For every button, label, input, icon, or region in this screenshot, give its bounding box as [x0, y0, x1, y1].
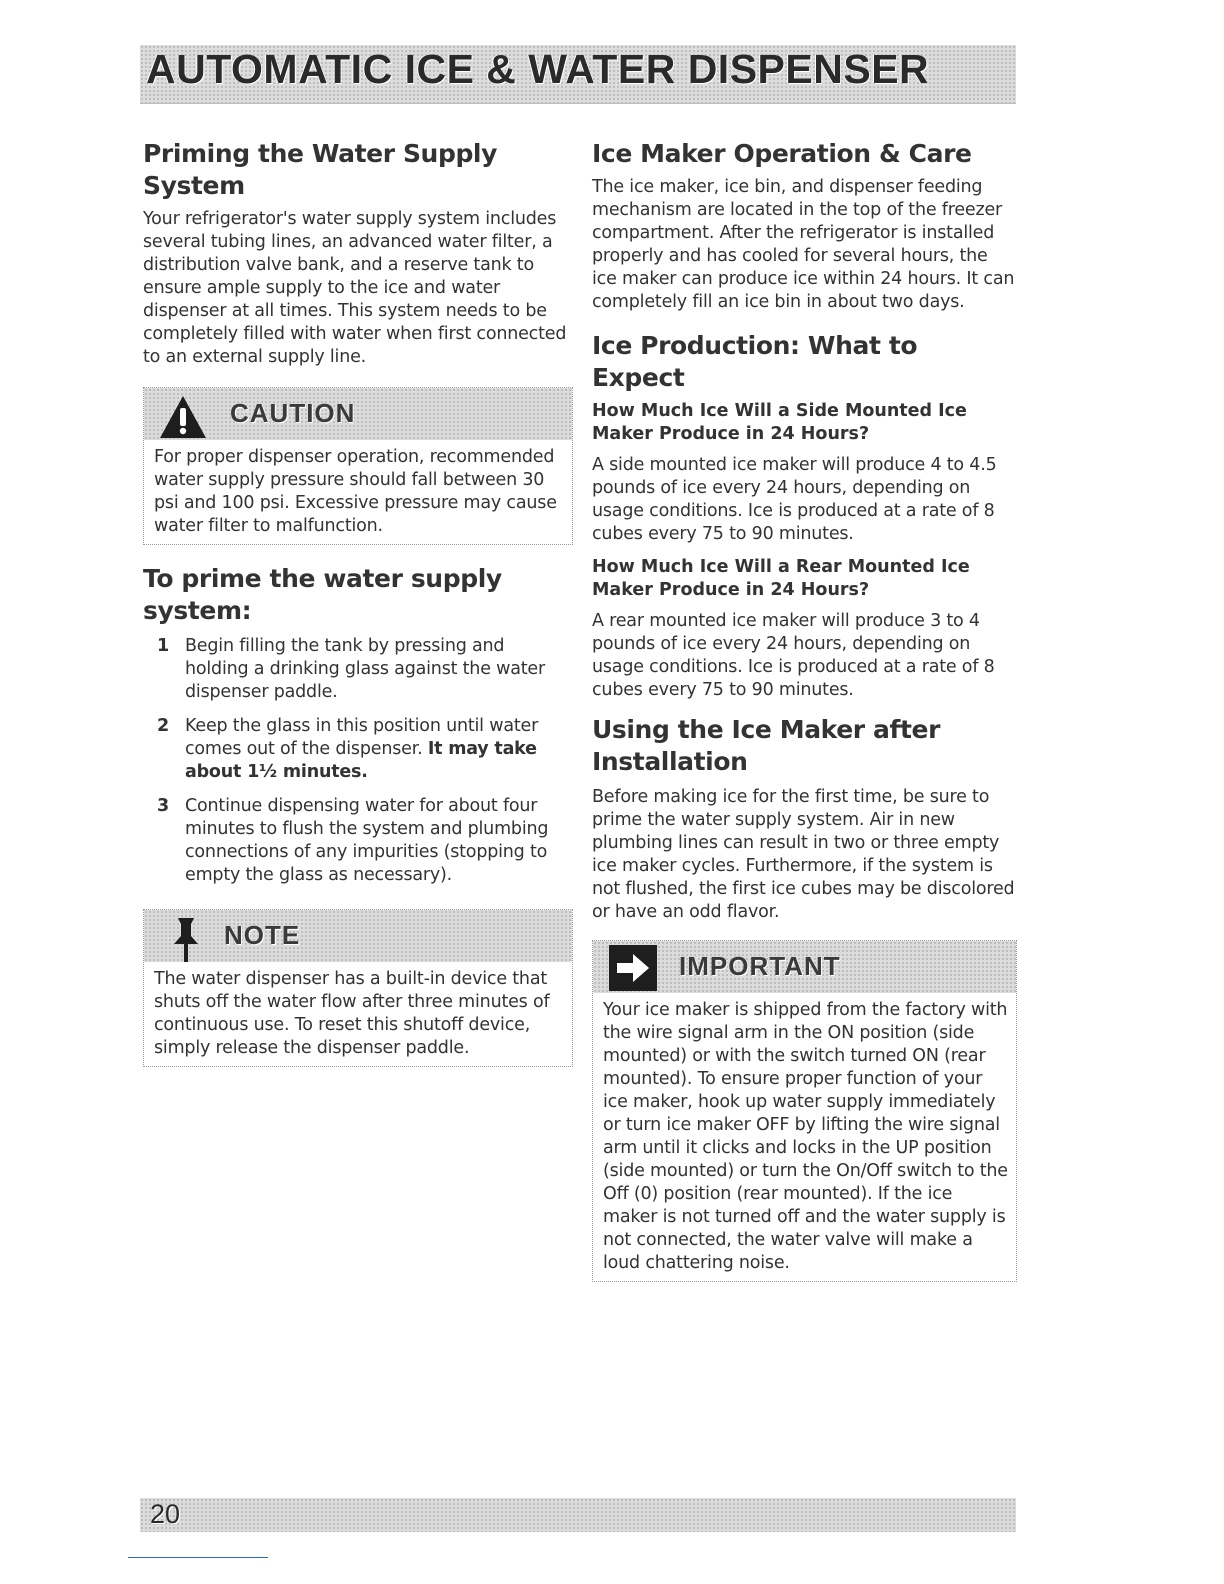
important-box [592, 940, 1017, 1282]
right-column [592, 138, 1017, 1282]
page-number: 20 [150, 1499, 181, 1529]
side-answer: A side mounted ice maker will produce 4 to 4.5 pounds of ice every 24 hours, depending on usage conditions. Ice is produced at a rate of 8 cubes every 75 to 90 minutes. [592, 455, 997, 544]
left-column [143, 138, 573, 1067]
important-label: IMPORTANT [679, 951, 841, 981]
caution-body-wrap [144, 440, 572, 544]
after-install-heading: Using the Ice Maker after Installation [592, 715, 941, 776]
warning-triangle-icon [158, 394, 208, 440]
note-box [143, 909, 573, 1067]
important-body-wrap [593, 993, 1016, 1281]
operation-heading: Ice Maker Operation & Care [592, 139, 972, 168]
caution-body: For proper dispenser operation, recommended water supply pressure should fall between 30 psi and 100 psi. Excessive pressure may cause water filter to malfunction. [154, 447, 557, 536]
step-text: Keep the glass in this position until water comes out of the dispenser. [185, 716, 539, 759]
note-body: The water dispenser has a built-in device that shuts off the water flow after three minutes of continuous use. To reset this shutoff device, simply release the dispenser paddle. [154, 969, 550, 1058]
prime-steps-list [143, 635, 573, 887]
important-body: Your ice maker is shipped from the factory with the wire signal arm in the ON position (side mounted) or with the switch turned ON (rear mounted). To ensure proper function of your ice maker, hook up water supply immediately or turn ice maker OFF by lifting the wire signal arm until it clicks and locks in the UP position (side mounted) or turn the On/Off switch to the Off (0) position (rear mounted). If the ice maker is not turned off and the water supply is not connected, the water valve will make a loud chattering noise. [603, 1000, 1008, 1273]
step-text: Continue dispensing water for about four minutes to flush the system and plumbing connections of any impurities (stopping to empty the glass as necessary). [185, 796, 549, 885]
pushpin-icon [164, 914, 208, 964]
priming-heading: Priming the Water Supply System [143, 139, 497, 200]
caution-label: CAUTION [230, 398, 356, 428]
list-item [143, 795, 573, 887]
title-banner [140, 45, 1016, 104]
step-number: 2 [157, 716, 170, 736]
list-item [143, 715, 573, 784]
priming-body: Your refrigerator's water supply system includes several tubing lines, an advanced water filter, a distribution valve bank, and a reserve tank to ensure ample supply to the ice and water dispenser at all times. This system needs to be completely filled with water when first connected to an external supply line. [143, 209, 567, 367]
step-emphasis: It may take about 1½ minutes. [185, 739, 537, 782]
operation-body: The ice maker, ice bin, and dispenser feeding mechanism are located in the top of the freezer compartment. After the refrigerator is installed properly and has cooled for several hours, the ice maker can produce ice within 24 hours. It can completely fill an ice bin in about two days. [592, 177, 1015, 312]
rear-question: How Much Ice Will a Rear Mounted Ice Maker Produce in 24 Hours? [592, 557, 970, 600]
footer-rule [128, 1557, 268, 1558]
page-title: AUTOMATIC ICE & WATER DISPENSER [146, 46, 930, 92]
step-number: 3 [157, 796, 170, 816]
rear-answer: A rear mounted ice maker will produce 3 to 4 pounds of ice every 24 hours, depending on usage conditions. Ice is produced at a rate of 8 cubes every 75 to 90 minutes. [592, 611, 995, 700]
arrow-right-icon [609, 945, 657, 991]
side-question: How Much Ice Will a Side Mounted Ice Maker Produce in 24 Hours? [592, 401, 967, 444]
step-text-wrap [185, 715, 573, 784]
note-body-wrap [144, 962, 572, 1066]
step-text: Begin filling the tank by pressing and holding a drinking glass against the water dispenser paddle. [185, 636, 545, 702]
caution-box [143, 387, 573, 545]
note-header [144, 910, 572, 962]
caution-header [144, 388, 572, 440]
production-heading: Ice Production: What to Expect [592, 331, 918, 392]
prime-steps-heading: To prime the water supply system: [143, 564, 502, 625]
after-install-body: Before making ice for the first time, be sure to prime the water supply system. Air in new plumbing lines can result in two or three empty ice maker cycles. Furthermore, if the system is not flushed, the first ice cubes may be discolored or have an odd flavor. [592, 787, 1015, 922]
note-label: NOTE [224, 920, 301, 950]
important-header [593, 941, 1016, 993]
step-number: 1 [157, 636, 170, 656]
page-number-bar [140, 1498, 1016, 1532]
list-item [143, 635, 573, 704]
